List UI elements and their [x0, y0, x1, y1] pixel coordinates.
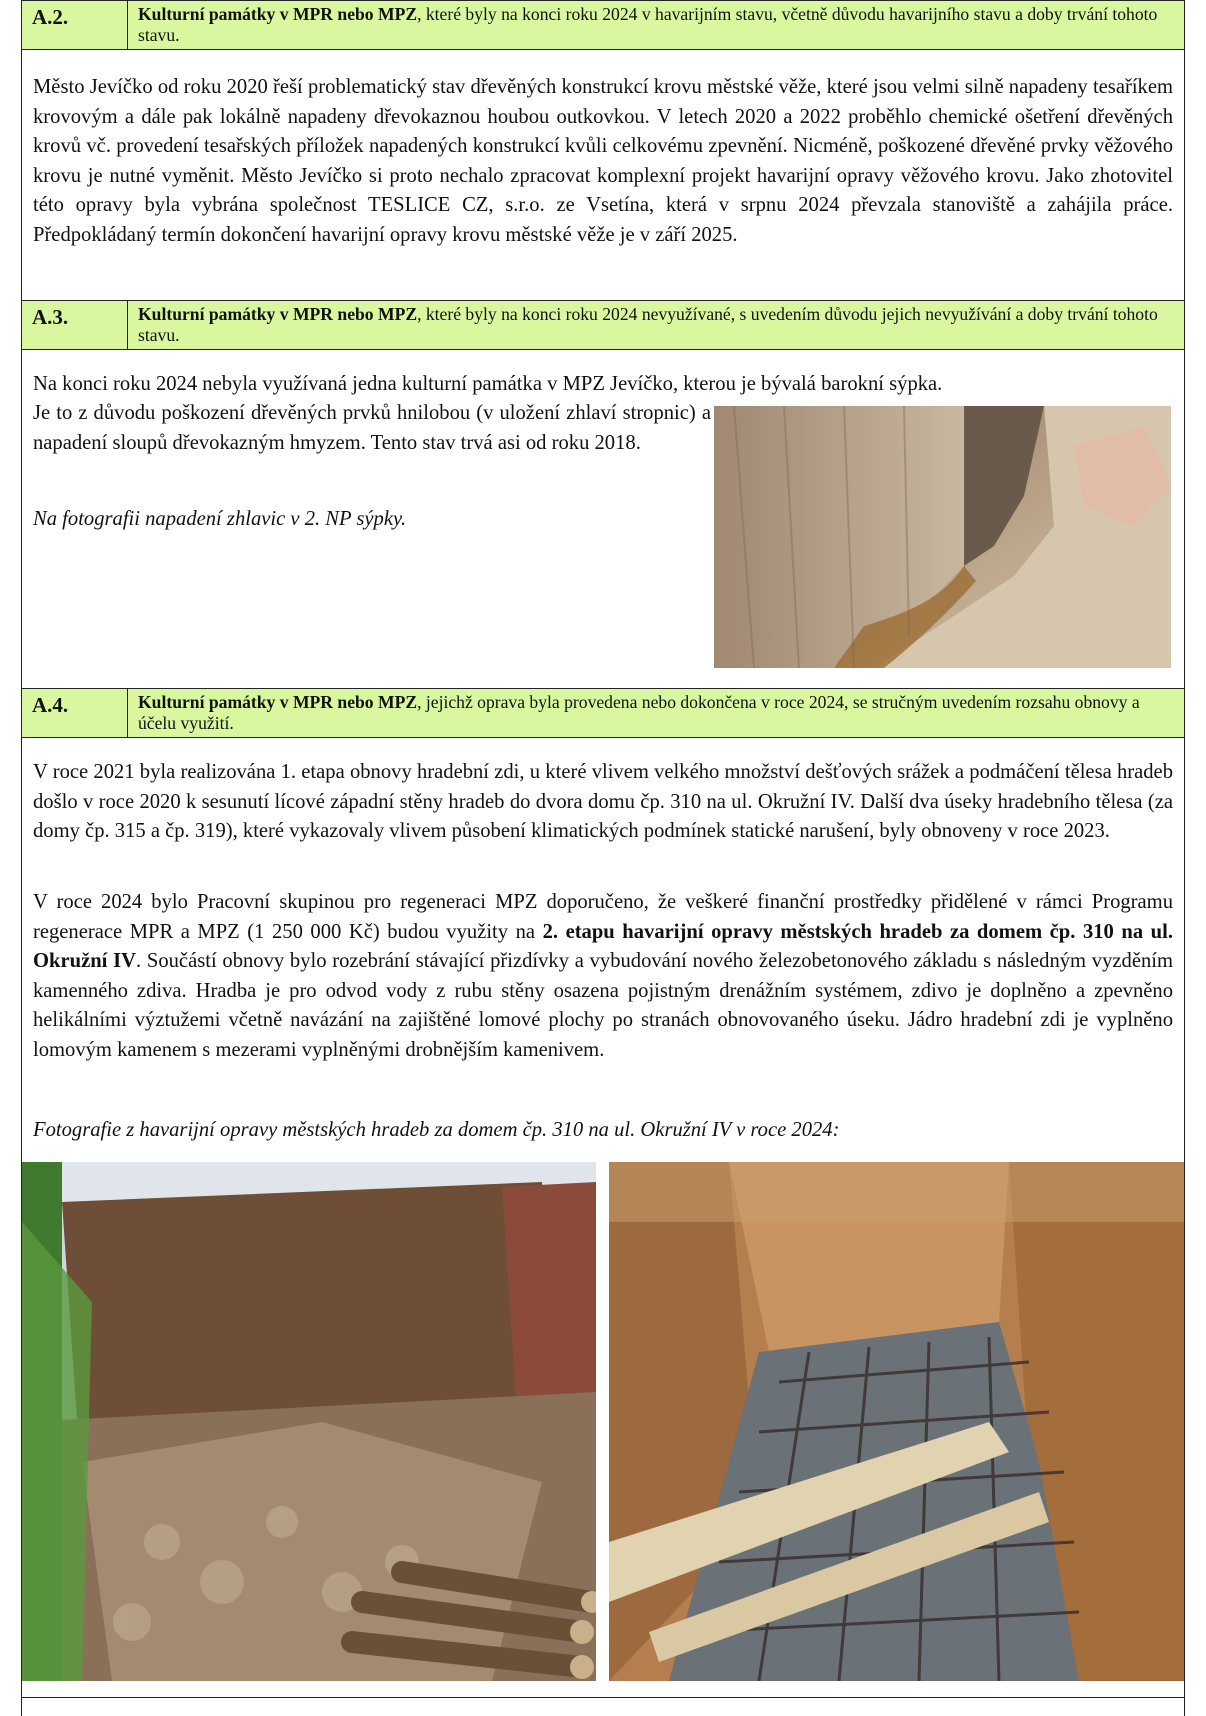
foundation-rebar-photo	[609, 1162, 1184, 1681]
granary-damage-photo	[714, 406, 1171, 668]
section-a4-body2-pre: V roce 2024 bylo Pracovní skupinou pro regeneraci MPZ doporučeno, že veškeré finanční prostředky přidělené v rámci Programu regenerace MPR a MPZ (1 250 000 Kč) budou využity na	[33, 891, 1173, 943]
section-a4-number: A.4.	[22, 689, 128, 737]
section-a2-header	[21, 0, 1185, 50]
section-a2-title-bold: Kulturní památky v MPR nebo MPZ	[138, 4, 418, 24]
section-a3-title-bold: Kulturní památky v MPR nebo MPZ	[138, 304, 418, 324]
section-a2-number: A.2.	[22, 1, 128, 49]
section-a3-number: A.3.	[22, 301, 128, 349]
section-a4-header	[21, 688, 1185, 738]
section-a3-title-rest: , které byly na konci roku 2024 nevyužívané, s uvedením důvodu jejich nevyužívání a doby trvání tohoto stavu.	[138, 304, 1158, 345]
section-a4-title-bold: Kulturní památky v MPR nebo MPZ	[138, 692, 418, 712]
wall-collapse-photo	[22, 1162, 596, 1681]
section-a3-body-rest: Je to z důvodu poškození dřevěných prvků hnilobou (v uložení zhlaví stropnic) a napadení sloupů dřevokazným hmyzem. Tento stav trvá asi od roku 2018.	[33, 402, 711, 454]
section-a4-body2-post: . Součástí obnovy bylo rozebrání stávající přizdívky a vybudování nového železobetonového základu s následným vyzděním kamenného zdiva. Hradba je pro odvod vody z rubu stěny osazena pojistným drenážním systémem, zdivo je doplněno a zpevněno helikálními výztužemi včetně navázání na zajištěné lomové plochy po stranách obnovovaného úseku. Jádro hradební zdi je vyplněno lomovým kamenem s mezerami vyplněnými drobnějším kamenivem.	[33, 950, 1173, 1061]
section-a2-title	[128, 1, 1184, 49]
section-a2-body: Město Jevíčko od roku 2020 řeší problematický stav dřevěných konstrukcí krovu městské věže, které jsou velmi silně napadeny tesaříkem krovovým a dále pak lokálně napadeny dřevokaznou houbou outkovkou. V letech 2020 a 2022 proběhlo chemické ošetření dřevěných krovů vč. provedení tesařských příložek napadených konstrukcí kvůli celkovému zpevnění. Nicméně, poškozené dřevěné prvky věžového krovu je nutné vyměnit. Město Jevíčko si proto nechalo zpracovat komplexní projekt havarijní opravy věžového krovu. Jako zhotovitel této opravy byla vybrána společnost TESLICE CZ, s.r.o. ze Vsetína, která v srpnu 2024 převzala stanoviště a zahájila práce. Předpokládaný termín dokončení havarijní opravy krovu městské věže je v září 2025.	[33, 76, 1173, 246]
section-a4-title	[128, 689, 1184, 737]
section-a3-header	[21, 300, 1185, 350]
section-a4-body2-bold: 2. etapu havarijní opravy městských hradeb za domem čp. 310 na ul. Okružní IV	[33, 920, 1173, 973]
section-a3-title	[128, 301, 1184, 349]
bottom-rule	[21, 1697, 1185, 1698]
section-a4-title-rest: , jejichž oprava byla provedena nebo dokončena v roce 2024, se stručným uvedením rozsahu obnovy a účelu využití.	[138, 692, 1140, 733]
section-a3-body-line1: Na konci roku 2024 nebyla využívaná jedna kulturní památka v MPZ Jevíčko, kterou je bývalá barokní sýpka.	[33, 373, 943, 395]
section-a4-body1: V roce 2021 byla realizována 1. etapa obnovy hradební zdi, u které vlivem velkého množství dešťových srážek a podmáčení tělesa hradeb došlo v roce 2020 k sesunutí lícové západní stěny hradeb do dvora domu čp. 310 na ul. Okružní IV. Další dva úseky hradebního tělesa (za domy čp. 315 a čp. 319), které vykazovaly vlivem působení klimatických podmínek statické narušení, byly obnoveny v roce 2023.	[33, 761, 1173, 843]
section-a4-photo-caption: Fotografie z havarijní opravy městských hradeb za domem čp. 310 na ul. Okružní IV v roce 2024:	[33, 1119, 840, 1141]
section-a4-body2	[21, 888, 1185, 1066]
section-a3-photo-caption: Na fotografii napadení zhlavic v 2. NP sýpky.	[33, 508, 407, 530]
section-a2-title-rest: , které byly na konci roku 2024 v havarijním stavu, včetně důvodu havarijního stavu a doby trvání tohoto stavu.	[138, 4, 1158, 45]
